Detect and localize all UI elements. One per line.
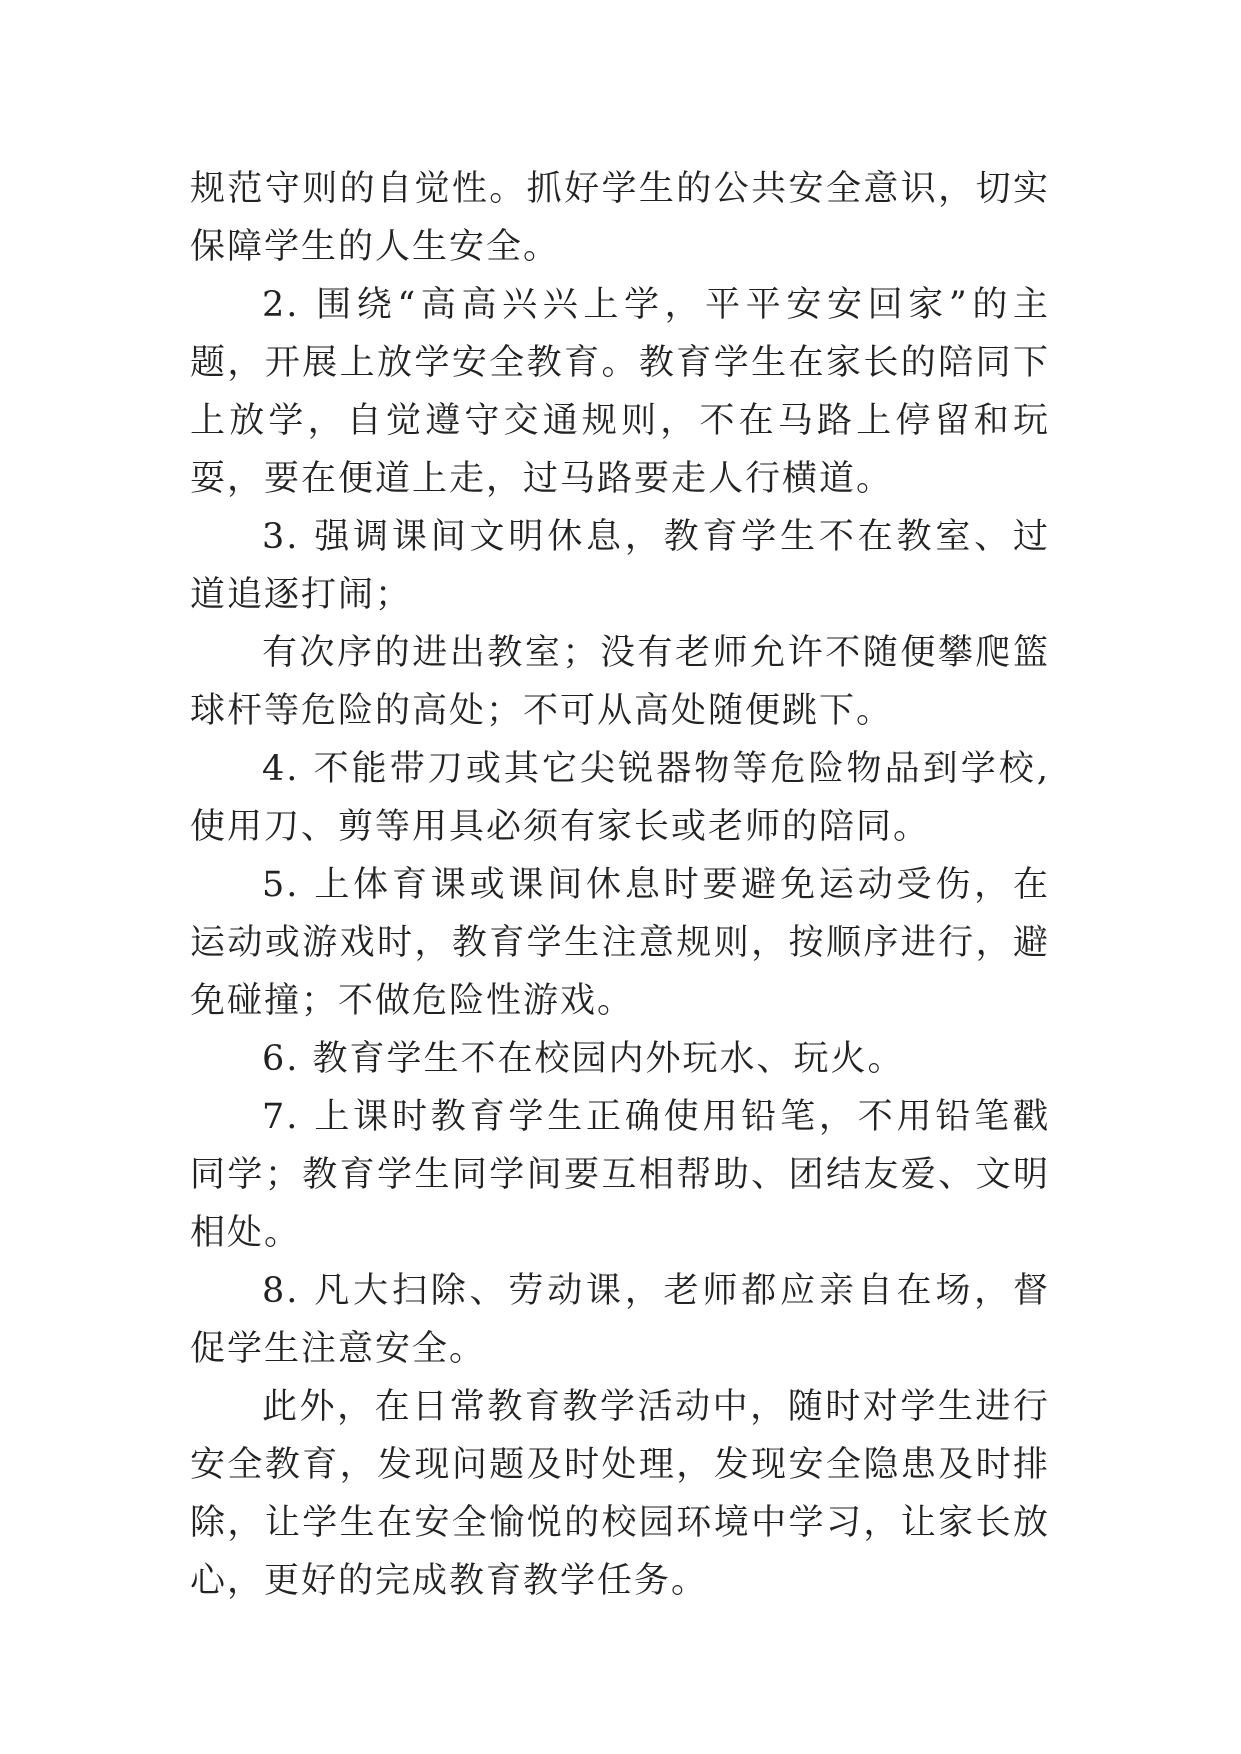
paragraph-item-2: 2. 围绕“高高兴兴上学，平平安安回家”的主题，开展上放学安全教育。教育学生在家长的陪同下上放学，自觉遵守交通规则，不在马路上停留和玩耍，要在便道上走，过马路要走人行横道。 xyxy=(190,285,1050,499)
paragraph-item-5: 5. 上体育课或课间休息时要避免运动受伤，在运动或游戏时，教育学生注意规则，按顺序进行，避免碰撞；不做危险性游戏。 xyxy=(190,865,1050,1021)
paragraph-item-6: 6. 教育学生不在校园内外玩水、玩火。 xyxy=(262,1039,905,1079)
document-body xyxy=(190,160,1050,1610)
paragraph-item-8: 8. 凡大扫除、劳动课，老师都应亲自在场，督促学生注意安全。 xyxy=(190,1271,1050,1369)
paragraph-item-3: 3. 强调课间文明休息，教育学生不在教室、过道追逐打闹； xyxy=(190,517,1050,615)
paragraph-item-4: 4. 不能带刀或其它尖锐器物等危险物品到学校,使用刀、剪等用具必须有家长或老师的陪同。 xyxy=(190,749,1050,847)
paragraph-item-3-continued: 有次序的进出教室；没有老师允许不随便攀爬篮球杆等危险的高处；不可从高处随便跳下。 xyxy=(190,633,1050,731)
paragraph-continuation: 规范守则的自觉性。抓好学生的公共安全意识，切实保障学生的人生安全。 xyxy=(190,169,1050,267)
paragraph-item-7: 7. 上课时教育学生正确使用铅笔，不用铅笔戳同学；教育学生同学间要互相帮助、团结友爱、文明相处。 xyxy=(190,1097,1050,1253)
paragraph-closing: 此外，在日常教育教学活动中，随时对学生进行安全教育，发现问题及时处理，发现安全隐患及时排除，让学生在安全愉悦的校园环境中学习，让家长放心，更好的完成教育教学任务。 xyxy=(190,1387,1050,1601)
